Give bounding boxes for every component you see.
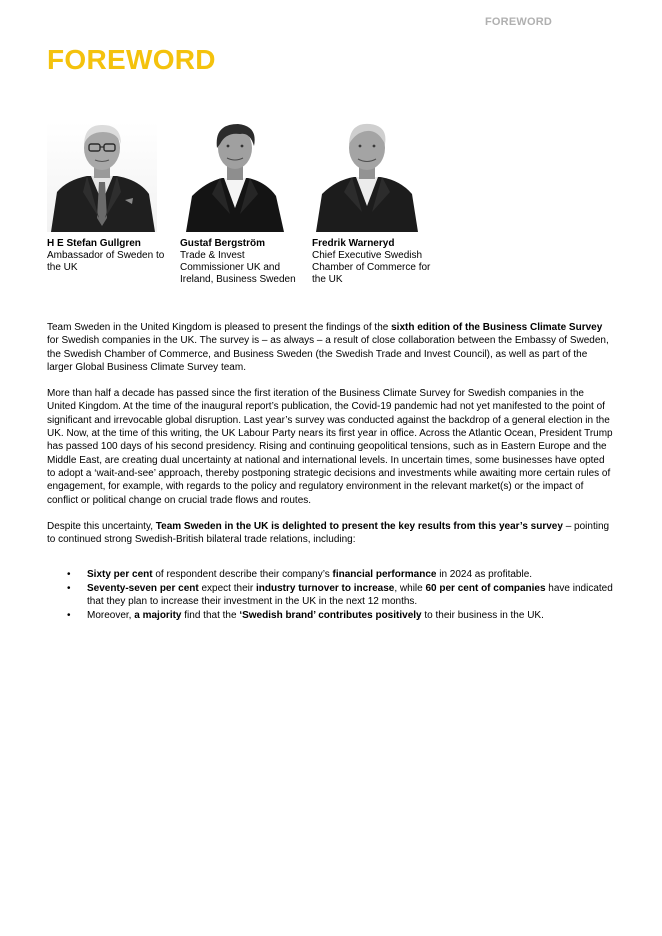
list-item: • Sixty per cent of respondent describe their company’s financial performance in 2024 as profitable. xyxy=(67,569,533,581)
person-card-ambassador xyxy=(47,122,167,274)
person-card-trade-commissioner xyxy=(180,122,300,286)
person-name: H E Stefan Gullgren xyxy=(47,238,141,249)
context-paragraph: More than half a decade has passed since the first iteration of the Business Climate Survey for Swedish companies in the United Kingdom. At the time of the inaugural report’s publication, the Covid-19 pandemic had not yet manifested to the point of significant and irrevocable global disruption. Last year’s survey was conducted against the backdrop of a general election in the UK. Now, at the time of this writing, the UK Labour Party nears its first year in office. Across the Atlantic Ocean, President Trump has passed 100 days of his second presidency. Rising and continuing geopolitical tensions, such as in Eastern Europe and the Middle East, are creating dual uncertainty at national and international levels. In uncertain times, some businesses have opted to adopt a ‘wait-and-see’ approach, thereby postponing strategic decisions and investments while awaiting more certain rules of engagement, for example, with regards to the policy and regulatory environment in the relevant market(s) or the impact of conflict or political change on crucial trade flows and routes. xyxy=(47,388,613,506)
intro-paragraph: Team Sweden in the United Kingdom is pleased to present the findings of the sixth edition of the Business Climate Survey for Swedish companies in the UK. The survey is – as always – a result of close collaboration between the Embassy of Sweden, the Swedish Chamber of Commerce, and Business Sweden (the Swedish Trade and Invest Council), as well as part of the larger Global Business Climate Survey team. xyxy=(47,322,609,373)
person-card-chief-executive xyxy=(312,122,432,286)
running-header: FOREWORD xyxy=(485,16,552,28)
page-title: FOREWORD xyxy=(47,44,216,75)
person-name: Gustaf Bergström xyxy=(180,238,266,249)
portrait-photo xyxy=(312,122,422,232)
person-role: Chief Executive Swedish Chamber of Commerce for the UK xyxy=(312,250,431,285)
key-results-list xyxy=(47,568,614,622)
list-item: • Moreover, a majority find that the ‘Swedish brand’ contributes positively to their business in the UK. xyxy=(67,609,544,621)
list-item: • Seventy-seven per cent expect their industry turnover to increase, while 60 per cent of companies have indicated that they plan to increase their investment in the UK in the next 12 months. xyxy=(67,582,613,608)
bullet-icon: • xyxy=(67,609,71,621)
portrait-row xyxy=(47,122,467,302)
bullet-icon: • xyxy=(67,582,71,594)
person-role: Ambassador of Sweden to the UK xyxy=(47,250,165,273)
portrait-photo xyxy=(47,122,157,232)
person-role: Trade & Invest Commissioner UK and Ireland, Business Sweden xyxy=(180,250,296,285)
key-results-intro: Despite this uncertainty, Team Sweden in the UK is delighted to present the key results from this year’s survey – pointing to continued strong Swedish-British bilateral trade relations, including: xyxy=(47,520,610,546)
portrait-photo xyxy=(180,122,290,232)
bullet-icon: • xyxy=(67,569,71,581)
person-name: Fredrik Warneryd xyxy=(312,238,395,249)
body-text xyxy=(47,321,614,622)
